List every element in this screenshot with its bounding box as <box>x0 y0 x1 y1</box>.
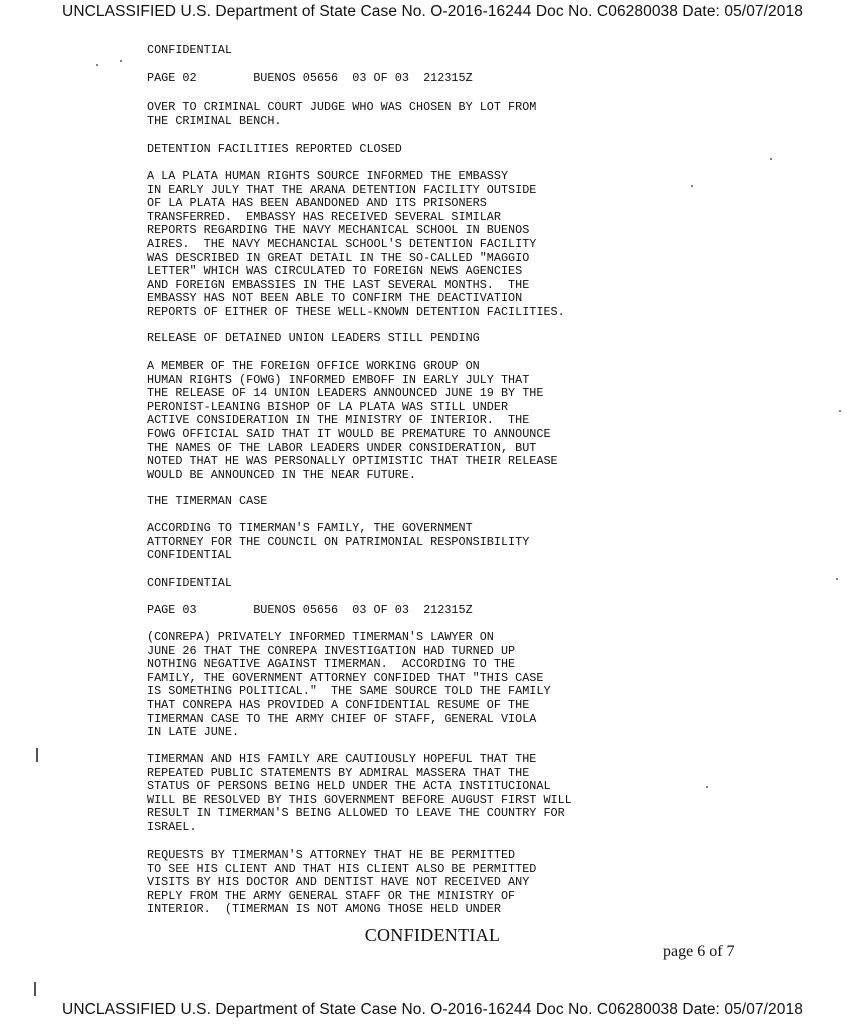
scan-speck <box>34 982 36 996</box>
paragraph-timerman-family: ACCORDING TO TIMERMAN'S FAMILY, THE GOVERNMENT ATTORNEY FOR THE COUNCIL ON PATRIMONIAL RESPONSIBILITY CONFIDENTIAL <box>147 521 530 563</box>
heading-timerman-case: THE TIMERMAN CASE <box>147 494 268 508</box>
scan-speck <box>706 786 708 788</box>
page-number: page 6 of 7 <box>663 943 735 960</box>
paragraph-criminal-court: OVER TO CRIMINAL COURT JUDGE WHO WAS CHOSEN BY LOT FROM THE CRIMINAL BENCH. <box>147 100 537 128</box>
paragraph-union-leaders: A MEMBER OF THE FOREIGN OFFICE WORKING GROUP ON HUMAN RIGHTS (FOWG) INFORMED EMBOFF IN EARLY JULY THAT THE RELEASE OF 14 UNION LEADERS ANNOUNCED JUNE 19 BY THE PERONIST-LEANING BISHOP OF LA PLATA WAS STILL UNDER ACTIVE CONSIDERATION IN THE MINISTRY OF INTERIOR. THE FOWG OFFICIAL SAID THAT IT WOULD BE PREMATURE TO ANNOUNCE THE NAMES OF THE LABOR LEADERS UNDER CONSIDERATION, BUT NOTED THAT HE WAS PERSONALLY OPTIMISTIC THAT THEIR RELEASE WOULD BE ANNOUNCED IN THE NEAR FUTURE. <box>147 359 558 482</box>
paragraph-detention-facilities: A LA PLATA HUMAN RIGHTS SOURCE INFORMED THE EMBASSY IN EARLY JULY THAT THE ARANA DETENTION FACILITY OUTSIDE OF LA PLATA HAS BEEN ABANDONED AND ITS PRISONERS TRANSFERRED. EMBASSY HAS RECEIVED SEVERAL SIMILAR REPORTS REGARDING THE NAVY MECHANICAL SCHOOL IN BUENOS AIRES. THE NAVY MECHANCIAL SCHOOL'S DETENTION FACILITY WAS DESCRIBED IN GREAT DETAIL IN THE SO-CALLED "MAGGIO LETTER" WHICH WAS CIRCULATED TO FOREIGN NEWS AGENCIES AND FOREIGN EMBASSIES IN THE LAST SEVERAL MONTHS. THE EMBASSY HAS NOT BEEN ABLE TO CONFIRM THE DEACTIVATION REPORTS OF EITHER OF THESE WELL-KNOWN DETENTION FACILITIES. <box>147 169 565 319</box>
heading-detention-facilities: DETENTION FACILITIES REPORTED CLOSED <box>147 142 402 156</box>
paragraph-attorney-requests: REQUESTS BY TIMERMAN'S ATTORNEY THAT HE BE PERMITTED TO SEE HIS CLIENT AND THAT HIS CLIENT ALSO BE PERMITTED VISITS BY HIS DOCTOR AND DENTIST HAVE NOT RECEIVED ANY REPLY FROM THE ARMY GENERAL STAFF OR THE MINISTRY OF INTERIOR. (TIMERMAN IS NOT AMONG THOSE HELD UNDER <box>147 848 537 917</box>
scan-speck <box>770 158 772 160</box>
scan-speck <box>836 578 838 580</box>
classification-footer: CONFIDENTIAL <box>364 925 501 945</box>
scan-speck <box>120 60 122 62</box>
classification-marking-top: CONFIDENTIAL <box>147 43 232 57</box>
scan-speck <box>36 748 38 762</box>
scan-speck <box>96 64 98 66</box>
page-03-header: PAGE 03 BUENOS 05656 03 OF 03 212315Z <box>147 603 473 617</box>
unclassified-banner-bottom: UNCLASSIFIED U.S. Department of State Case No. O-2016-16244 Doc No. C06280038 Date: 05/07/2018 <box>62 1001 803 1018</box>
classification-marking-page-03: CONFIDENTIAL <box>147 576 232 590</box>
page-02-header: PAGE 02 BUENOS 05656 03 OF 03 212315Z <box>147 71 473 85</box>
paragraph-conrepa: (CONREPA) PRIVATELY INFORMED TIMERMAN'S LAWYER ON JUNE 26 THAT THE CONREPA INVESTIGATION HAD TURNED UP NOTHING NEGATIVE AGAINST TIMERMAN. ACCORDING TO THE FAMILY, THE GOVERNMENT ATTORNEY CONFIDED THAT "THIS CASE IS SOMETHING POLITICAL." THE SAME SOURCE TOLD THE FAMILY THAT CONREPA HAS PROVIDED A CONFIDENTIAL RESUME OF THE TIMERMAN CASE TO THE ARMY CHIEF OF STAFF, GENERAL VIOLA IN LATE JUNE. <box>147 630 551 740</box>
scan-speck <box>691 185 693 187</box>
scan-speck <box>839 410 841 412</box>
paragraph-cautiously-hopeful: TIMERMAN AND HIS FAMILY ARE CAUTIOUSLY HOPEFUL THAT THE REPEATED PUBLIC STATEMENTS BY ADMIRAL MASSERA THAT THE STATUS OF PERSONS BEING HELD UNDER THE ACTA INSTITUCIONAL WILL BE RESOLVED BY THIS GOVERNMENT BEFORE AUGUST FIRST WILL RESULT IN TIMERMAN'S BEING ALLOWED TO LEAVE THE COUNTRY FOR ISRAEL. <box>147 752 572 834</box>
heading-union-leaders: RELEASE OF DETAINED UNION LEADERS STILL PENDING <box>147 331 480 345</box>
unclassified-banner-top: UNCLASSIFIED U.S. Department of State Case No. O-2016-16244 Doc No. C06280038 Date: 05/07/2018 <box>62 3 803 20</box>
